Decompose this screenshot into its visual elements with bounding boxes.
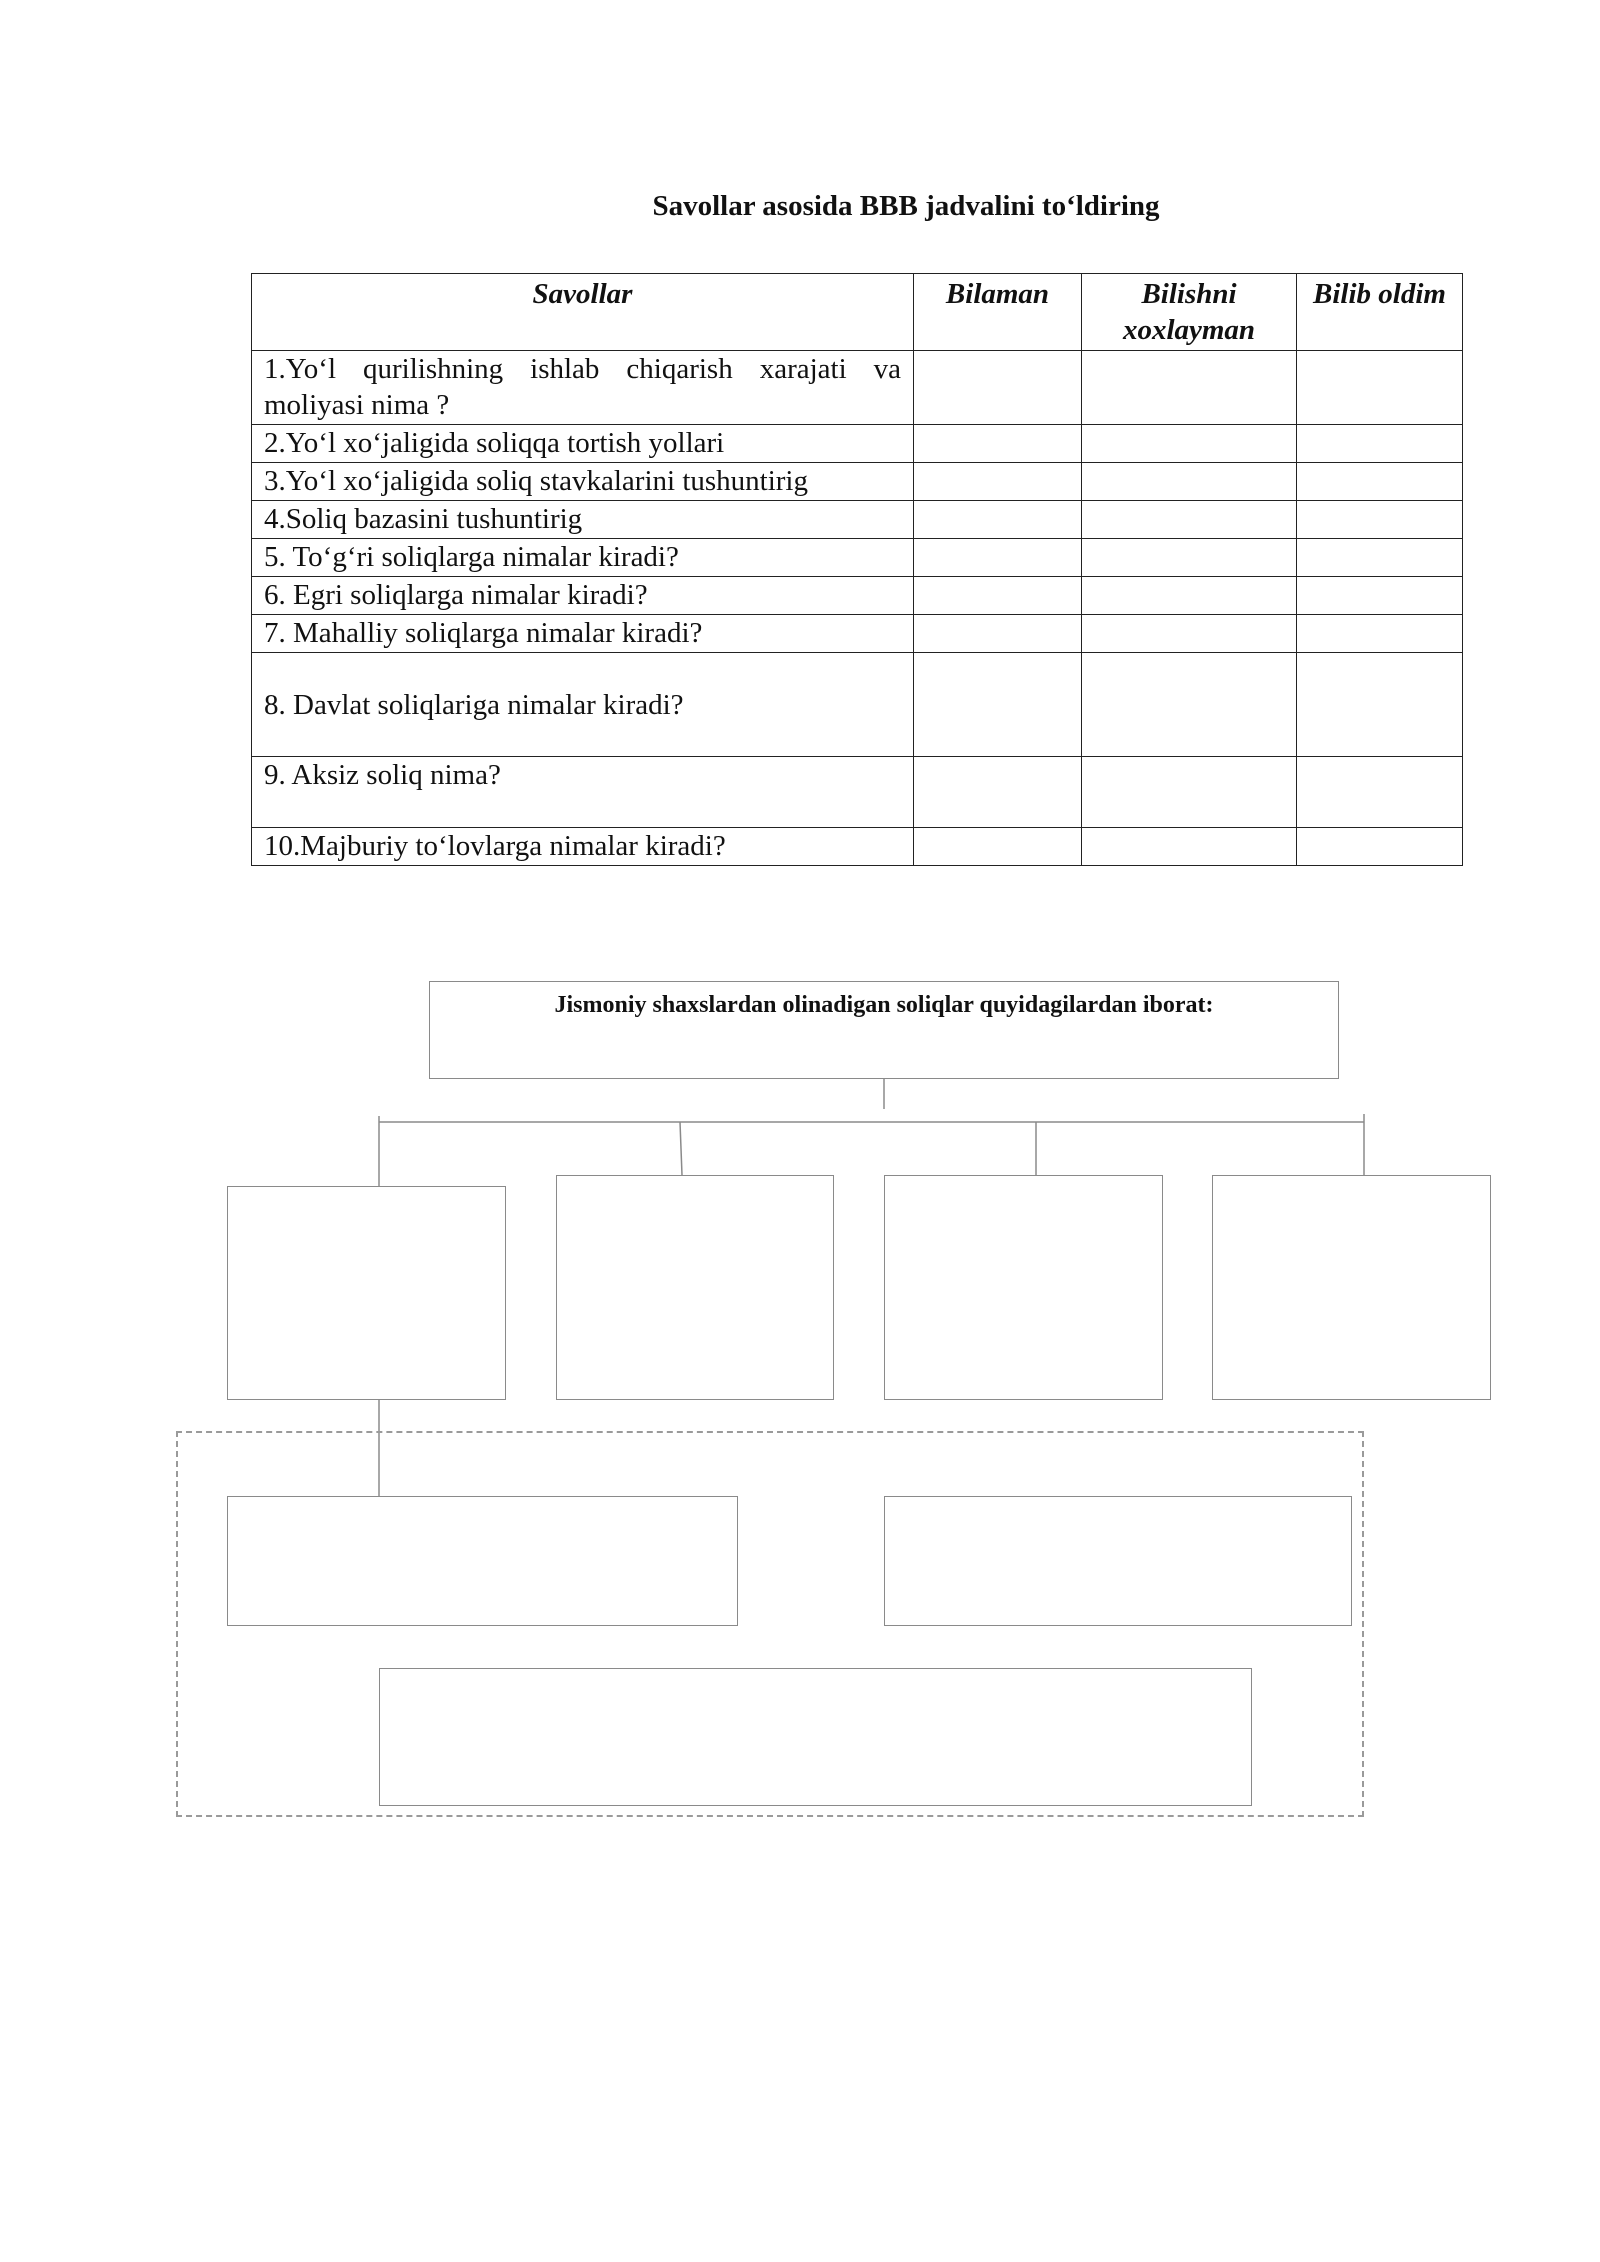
- question-cell: 6. Egri soliqlarga nimalar kiradi?: [252, 577, 914, 615]
- bilishni-xoxlayman-cell[interactable]: [1082, 828, 1297, 866]
- bilaman-cell[interactable]: [914, 828, 1082, 866]
- bilaman-cell[interactable]: [914, 615, 1082, 653]
- bilishni-xoxlayman-cell[interactable]: [1082, 425, 1297, 463]
- bilib-oldim-cell[interactable]: [1297, 615, 1463, 653]
- question-cell: 7. Mahalliy soliqlarga nimalar kiradi?: [252, 615, 914, 653]
- bilib-oldim-cell[interactable]: [1297, 653, 1463, 757]
- bilib-oldim-cell[interactable]: [1297, 757, 1463, 828]
- table-row: [252, 577, 1463, 615]
- table-row: [252, 463, 1463, 501]
- table-row: [252, 351, 1463, 425]
- bilishni-xoxlayman-cell[interactable]: [1082, 577, 1297, 615]
- question-cell: 3.Yo‘l xo‘jaligida soliq stavkalarini tushuntirig: [252, 463, 914, 501]
- question-cell: 2.Yo‘l xo‘jaligida soliqqa tortish yollari: [252, 425, 914, 463]
- category-box-1[interactable]: [227, 1186, 506, 1400]
- header-bilib-oldim: Bilib oldim: [1297, 274, 1463, 351]
- bilaman-cell[interactable]: [914, 501, 1082, 539]
- bilishni-xoxlayman-cell[interactable]: [1082, 351, 1297, 425]
- bilaman-cell[interactable]: [914, 351, 1082, 425]
- category-box-2[interactable]: [556, 1175, 834, 1400]
- bilishni-xoxlayman-cell[interactable]: [1082, 539, 1297, 577]
- question-cell: [252, 653, 914, 757]
- question-cell: 9. Aksiz soliq nima?: [252, 757, 914, 828]
- table-row: [252, 425, 1463, 463]
- category-box-3[interactable]: [884, 1175, 1163, 1400]
- bilaman-cell[interactable]: [914, 539, 1082, 577]
- sub-box-left[interactable]: [227, 1496, 738, 1626]
- bilib-oldim-cell[interactable]: [1297, 463, 1463, 501]
- table-row: [252, 501, 1463, 539]
- bilishni-xoxlayman-cell[interactable]: [1082, 615, 1297, 653]
- sub-box-right[interactable]: [884, 1496, 1352, 1626]
- bilib-oldim-cell[interactable]: [1297, 351, 1463, 425]
- header-savollar: Savollar: [252, 274, 914, 351]
- bilishni-xoxlayman-cell[interactable]: [1082, 463, 1297, 501]
- header-bilishni-xoxlayman: Bilishni xoxlayman: [1082, 274, 1297, 351]
- header-bilaman: Bilaman: [914, 274, 1082, 351]
- bilib-oldim-cell[interactable]: [1297, 425, 1463, 463]
- category-box-4[interactable]: [1212, 1175, 1491, 1400]
- bilib-oldim-cell[interactable]: [1297, 577, 1463, 615]
- bilib-oldim-cell[interactable]: [1297, 539, 1463, 577]
- sub-box-bottom[interactable]: [379, 1668, 1252, 1806]
- table-row: [252, 615, 1463, 653]
- question-text: 8. Davlat soliqlariga nimalar kiradi?: [264, 688, 684, 721]
- bilishni-xoxlayman-cell[interactable]: [1082, 757, 1297, 828]
- question-cell: 5. To‘g‘ri soliqlarga nimalar kiradi?: [252, 539, 914, 577]
- bilib-oldim-cell[interactable]: [1297, 828, 1463, 866]
- bilishni-xoxlayman-cell[interactable]: [1082, 501, 1297, 539]
- bilishni-xoxlayman-cell[interactable]: [1082, 653, 1297, 757]
- bilaman-cell[interactable]: [914, 425, 1082, 463]
- bilib-oldim-cell[interactable]: [1297, 501, 1463, 539]
- table-row: [252, 653, 1463, 757]
- bbb-table: [251, 273, 1463, 866]
- question-cell: 1.Yo‘l qurilishning ishlab chiqarish xarajati va moliyasi nima ?: [252, 351, 914, 425]
- bilaman-cell[interactable]: [914, 577, 1082, 615]
- bilaman-cell[interactable]: [914, 757, 1082, 828]
- bilaman-cell[interactable]: [914, 653, 1082, 757]
- diagram-header-box: Jismoniy shaxslardan olinadigan soliqlar quyidagilardan iborat:: [429, 981, 1339, 1079]
- table-row: [252, 828, 1463, 866]
- question-cell: 4.Soliq bazasini tushuntirig: [252, 501, 914, 539]
- question-cell: 10.Majburiy to‘lovlarga nimalar kiradi?: [252, 828, 914, 866]
- page-title: Savollar asosida BBB jadvalini to‘ldiring: [652, 190, 1160, 222]
- bilaman-cell[interactable]: [914, 463, 1082, 501]
- connector-line: [680, 1122, 682, 1175]
- table-row: [252, 757, 1463, 828]
- table-row: [252, 539, 1463, 577]
- table-header-row: [252, 274, 1463, 351]
